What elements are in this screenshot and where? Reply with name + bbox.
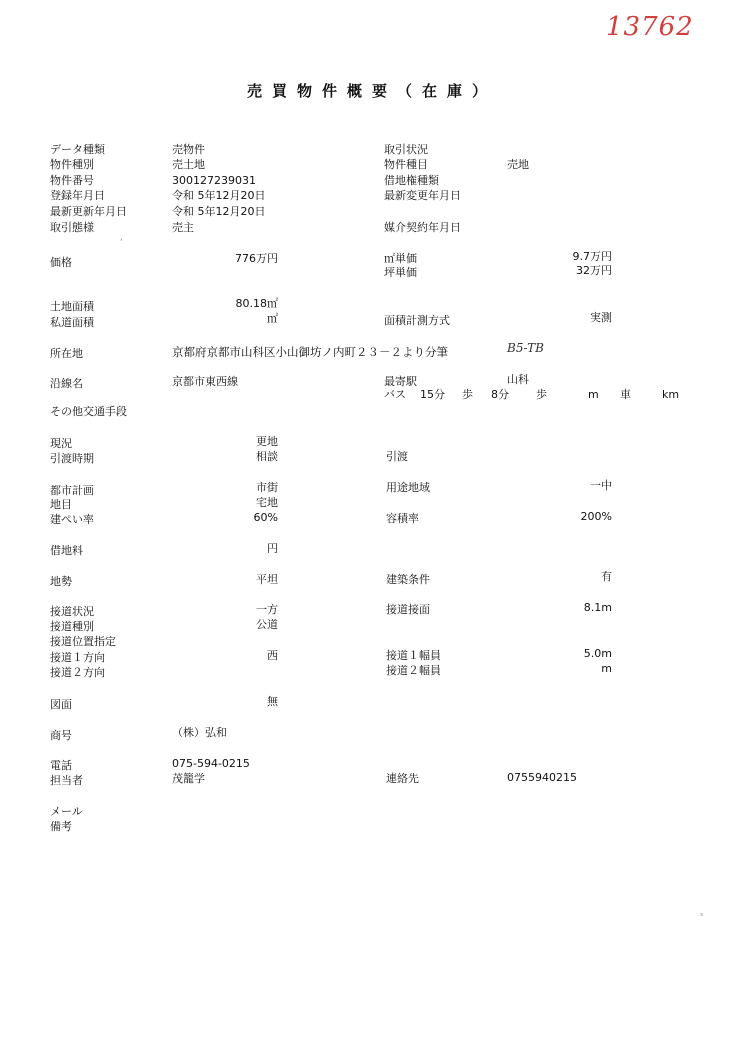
value-sqm-price: 9.7万円 [572,250,612,263]
walk-minutes: 8分 [491,388,509,401]
value-nearest-station: 山科 [507,373,529,386]
value-road-width-1: 5.0m [583,647,612,660]
value-terrain: 平坦 [256,573,278,586]
label-road-direction-2: 接道２方向 [50,666,105,679]
distance-m-label: m [588,388,599,401]
handwritten-record-number: 13762 [606,12,694,42]
bus-label: バス [384,388,406,401]
label-building-coverage: 建ぺい率 [50,513,94,526]
value-contact: 0755940215 [507,771,577,784]
label-trade-status: 取引状況 [384,143,428,156]
label-road-width-2: 接道２幅員 [386,664,441,677]
label-trade-mode: 取引態様 [50,221,94,234]
value-handover-time: 相談 [256,450,278,463]
label-land-category: 地目 [50,498,72,511]
page-title: 売買物件概要（在庫） [246,82,497,100]
label-road-kind: 接道種別 [50,620,94,633]
value-data-type: 売物件 [172,143,205,156]
label-last-update-date: 最新更新年月日 [50,205,127,218]
label-handover: 引渡 [386,450,408,463]
value-measurement-method: 実測 [590,311,612,324]
label-mail: メール [50,805,83,818]
label-nearest-station: 最寄駅 [384,375,417,388]
value-person-in-charge: 茂籠学 [172,772,205,785]
label-last-change-date: 最新変更年月日 [384,189,461,202]
scan-speck: ‘ [120,238,123,248]
value-property-number: 300127239031 [172,174,256,187]
label-terrain: 地勢 [50,575,72,588]
label-contact: 連絡先 [386,772,419,785]
label-other-transport: その他交通手段 [50,405,127,418]
label-road-width-1: 接道１幅員 [386,649,441,662]
value-rail-line: 京都市東西線 [172,375,238,388]
value-trade-mode: 売主 [172,221,194,234]
distance-km-label: km [662,388,680,401]
value-property-kind: 売土地 [172,158,205,171]
value-price: 776万円 [235,252,278,265]
label-land-area: 土地面積 [50,300,94,313]
value-road-width-2: m [601,662,612,675]
label-road-direction-1: 接道１方向 [50,651,105,664]
value-tsubo-price: 32万円 [576,264,612,277]
value-road-frontage: 8.1m [583,601,612,614]
label-phone: 電話 [50,759,72,772]
value-registration-date: 令和 5年12月20日 [172,189,266,202]
value-city-plan: 市街 [256,481,278,494]
label-registration-date: 登録年月日 [50,189,105,202]
label-handover-time: 引渡時期 [50,452,94,465]
value-address: 京都府京都市山科区小山御坊ノ内町２３－２より分筆 [172,345,448,359]
label-price: 価格 [50,256,72,269]
value-phone: 075-594-0215 [172,757,250,770]
label-floor-area-ratio: 容積率 [386,512,419,525]
value-drawing: 無 [267,695,278,708]
walk-label-1: 歩 [462,388,473,401]
label-city-plan: 都市計画 [50,484,94,497]
label-current-status: 現況 [50,437,72,450]
label-road-position: 接道位置指定 [50,635,116,648]
scan-speck: ᵌ [700,912,704,922]
value-current-status: 更地 [256,435,278,448]
label-contract-date: 媒介契約年月日 [384,221,461,234]
value-building-coverage: 60% [253,511,278,524]
label-person-in-charge: 担当者 [50,774,83,787]
label-property-kind: 物件種別 [50,158,94,171]
value-road-direction-1: 西 [267,649,278,662]
value-private-road-area: ㎡ [267,312,278,325]
label-private-road-area: 私道面積 [50,316,94,329]
value-building-condition: 有 [601,570,612,583]
handwritten-note: B5-TB [507,341,544,355]
label-road-status: 接道状況 [50,605,94,618]
label-building-condition: 建築条件 [386,573,430,586]
value-use-zone: 一中 [590,479,612,492]
value-company: （株）弘和 [172,726,227,739]
value-road-kind: 公道 [256,618,278,631]
label-rail-line: 沿線名 [50,377,83,390]
walk-label-2: 歩 [536,388,547,401]
label-ground-rent: 借地料 [50,544,83,557]
label-remarks: 備考 [50,820,72,833]
label-road-frontage: 接道接面 [386,603,430,616]
bus-minutes: 15分 [420,388,445,401]
label-data-type: データ種類 [50,143,105,156]
value-land-area: 80.18㎡ [235,297,278,310]
label-drawing: 図面 [50,698,72,711]
car-label: 車 [620,388,631,401]
label-leasehold-type: 借地権種類 [384,174,439,187]
label-sqm-price: ㎡単価 [384,252,417,265]
label-company: 商号 [50,729,72,742]
label-address: 所在地 [50,347,83,360]
label-use-zone: 用途地域 [386,481,430,494]
value-road-status: 一方 [256,603,278,616]
value-property-item: 売地 [507,158,529,171]
value-floor-area-ratio: 200% [580,510,612,523]
value-last-update-date: 令和 5年12月20日 [172,205,266,218]
label-property-number: 物件番号 [50,174,94,187]
label-property-item: 物件種目 [384,158,428,171]
label-tsubo-price: 坪単価 [384,266,417,279]
value-land-category: 宅地 [256,496,278,509]
value-ground-rent: 円 [267,542,278,555]
label-measurement-method: 面積計測方式 [384,314,450,327]
